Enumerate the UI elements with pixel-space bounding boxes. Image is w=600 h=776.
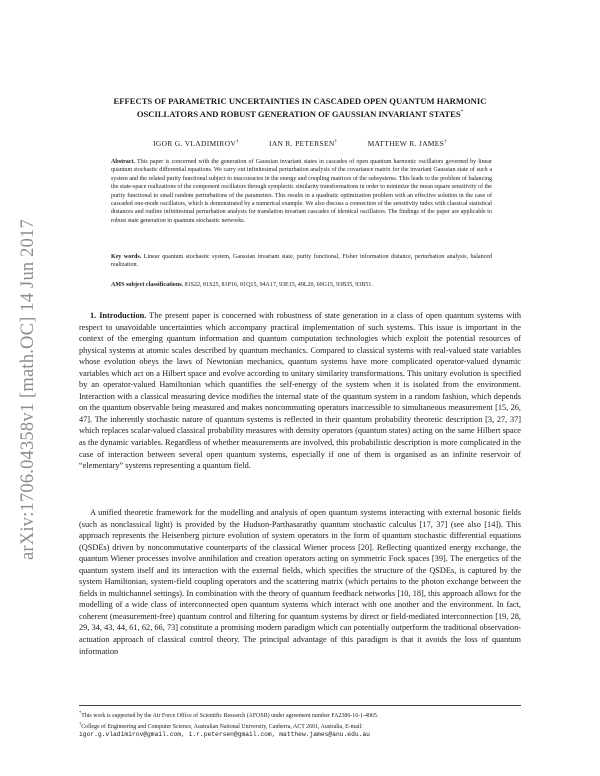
author-1 bbox=[153, 139, 239, 148]
footnote-funding bbox=[79, 709, 521, 720]
abstract-label: Abstract. bbox=[111, 159, 136, 165]
footnote-affiliation bbox=[79, 720, 521, 731]
footnote-1-mark: * bbox=[79, 710, 82, 715]
subject-classifications bbox=[111, 281, 492, 289]
intro-paragraph-1 bbox=[79, 310, 521, 472]
abstract bbox=[111, 158, 492, 225]
intro-paragraph-1-text: The present paper is concerned with robustness of state generation in a class of open quantum systems with respect to unavoidable uncertainties which accompany practical implementation of such systems. This issue is important in the context of the emerging quantum information and quantum computation technologies which exploit the potential resources of physical systems at atomic scales described by quantum mechanics. Compared to classical systems with real-valued state variables whose evolution obeys the laws of Newtonian mechanics, quantum systems have more complicated operator-valued dynamic variables which act on a Hilbert space and evolve according to unitary similarity transformations. This unitary evolution is specified by an operator-valued Hamiltonian which quantifies the self-energy of the system when it is isolated from the environment. Interaction with a classical measuring device modifies the internal state of the quantum system in a random fashion, which depends on the quantum observable being measured and makes noncommuting operators inaccessible to simultaneous measurement [15, 26, 47]. The inherently stochastic nature of quantum systems is reflected in their quantum probability theoretic description [3, 27, 37] which replaces scalar-valued classical probability measures with density operators (quantum states) acting on the same Hilbert space as the dynamic variables. Regardless of whether measurements are involved, this probabilistic description is more complicated in the case of interaction between several open quantum systems, especially if one of them is organised as an infinite reservoir of “elementary” systems representing a quantum field. bbox=[79, 311, 521, 471]
author-2 bbox=[269, 139, 337, 148]
author-1-name: IGOR G. VLADIMIROV bbox=[153, 139, 237, 148]
footnote-1-text: This work is supported by the Air Force Office of Scientific Research (AFOSR) under agreement number FA2386-16-1-4065. bbox=[81, 712, 379, 719]
footnotes bbox=[79, 705, 521, 739]
intro-paragraph-2-text: A unified theoretic framework for the modelling and analysis of open quantum systems interacting with external bosonic fields (such as nonclassical light) is provided by the Hudson-Parthasarathy quantum stochastic calculus [17, 37] (see also [14]). This approach represents the Heisenberg picture evolution of system operators in the form of quantum stochastic differential equations (QSDEs) driven by noncommutative counterparts of the classical Wiener process [20]. Reflecting quantized energy exchange, the quantum Wiener processes involve annihilation and creation operators acting on symmetric Fock spaces [39]. The energetics of the quantum system itself and its interaction with the external fields, which specifies the structure of the QSDEs, is captured by the system Hamiltonian, system-field coupling operators and the scattering matrix (which pertains to the photon exchange between the fields in multichannel settings). In combination with the theory of quantum feedback networks [10, 18], this approach allows for the modelling of a wide class of interconnected open quantum systems which interact with one another and the environment. In fact, coherent (measurement-free) quantum control and filtering for quantum systems by direct or field-mediated interconnection [19, 28, 29, 34, 43, 44, 61, 62, 66, 73] constitute a promising modern paradigm which can potentially outperform the traditional observation-actuation approach of classical control theory. The principal advantage of this paradigm is that it avoids the loss of quantum information bbox=[79, 508, 521, 656]
title-footnote-mark: * bbox=[460, 110, 464, 115]
footnote-emails bbox=[79, 731, 521, 739]
section-heading: 1. Introduction. bbox=[90, 311, 147, 320]
keywords-label: Key words. bbox=[111, 254, 142, 260]
footnote-2-mark: † bbox=[79, 720, 82, 726]
msc-text: 81S22, 81S25, 81P16, 81Q15, 94A17, 93E15, 49L20, 60G15, 93B35, 93B51. bbox=[184, 282, 373, 288]
author-list bbox=[90, 139, 510, 148]
author-3-mark: † bbox=[444, 139, 447, 145]
author-2-mark: † bbox=[334, 139, 338, 145]
abstract-text: This paper is concerned with the generation of Gaussian invariant states in cascades of open quantum harmonic oscillators governed by linear quantum stochastic differential equations. We carry out infinitesimal perturbation analysis of the covariance matrix for the invariant Gaussian state of such a system and the related purity functional subject to inaccuracies in the energy and coupling matrices of the subsystems. This leads to the problem of balancing the state-space realizations of the component oscillators through symplectic similarity transformations in order to minimize the mean square sensitivity of the purity functional to small random perturbations of the parameters. This results in a quadratic optimization problem with an effective solution in the case of cascaded one-mode oscillators, which is demonstrated by a numerical example. We also discuss a connection of the sensitivity index with classical statistical distances and outline infinitesimal perturbation analysis for translation invariant cascades of identical oscillators. The findings of the paper are applicable to robust state generation in quantum stochastic networks. bbox=[111, 159, 492, 224]
author-2-name: IAN R. PETERSEN bbox=[269, 139, 335, 148]
msc-label: AMS subject classifications. bbox=[111, 282, 184, 288]
author-3 bbox=[368, 139, 447, 148]
keywords bbox=[111, 253, 492, 270]
keywords-text: Linear quantum stochastic system, Gaussian invariant state, purity functional, Fisher information distance, perturbation analysis, balanced realization. bbox=[111, 254, 492, 269]
paper-title bbox=[90, 95, 510, 120]
author-1-mark: † bbox=[236, 139, 239, 145]
footnote-2-text: College of Engineering and Computer Science, Australian National University, Canberra, ACT 2601, Australia, E-mail: bbox=[81, 723, 363, 730]
arxiv-identifier: arXiv:1706.04358v1 [math.OC] 14 Jun 2017 bbox=[18, 219, 38, 560]
author-3-name: MATTHEW R. JAMES bbox=[367, 139, 445, 148]
title-text: EFFECTS OF PARAMETRIC UNCERTAINTIES IN CASCADED OPEN QUANTUM HARMONIC OSCILLATORS AND ROBUST GENERATION OF GAUSSIAN INVARIANT STATES bbox=[113, 96, 487, 119]
intro-paragraph-2 bbox=[79, 507, 521, 657]
author-emails: igor.g.vladimirov@gmail.com, i.r.petersen@gmail.com, matthew.james@anu.edu.au bbox=[79, 730, 370, 738]
